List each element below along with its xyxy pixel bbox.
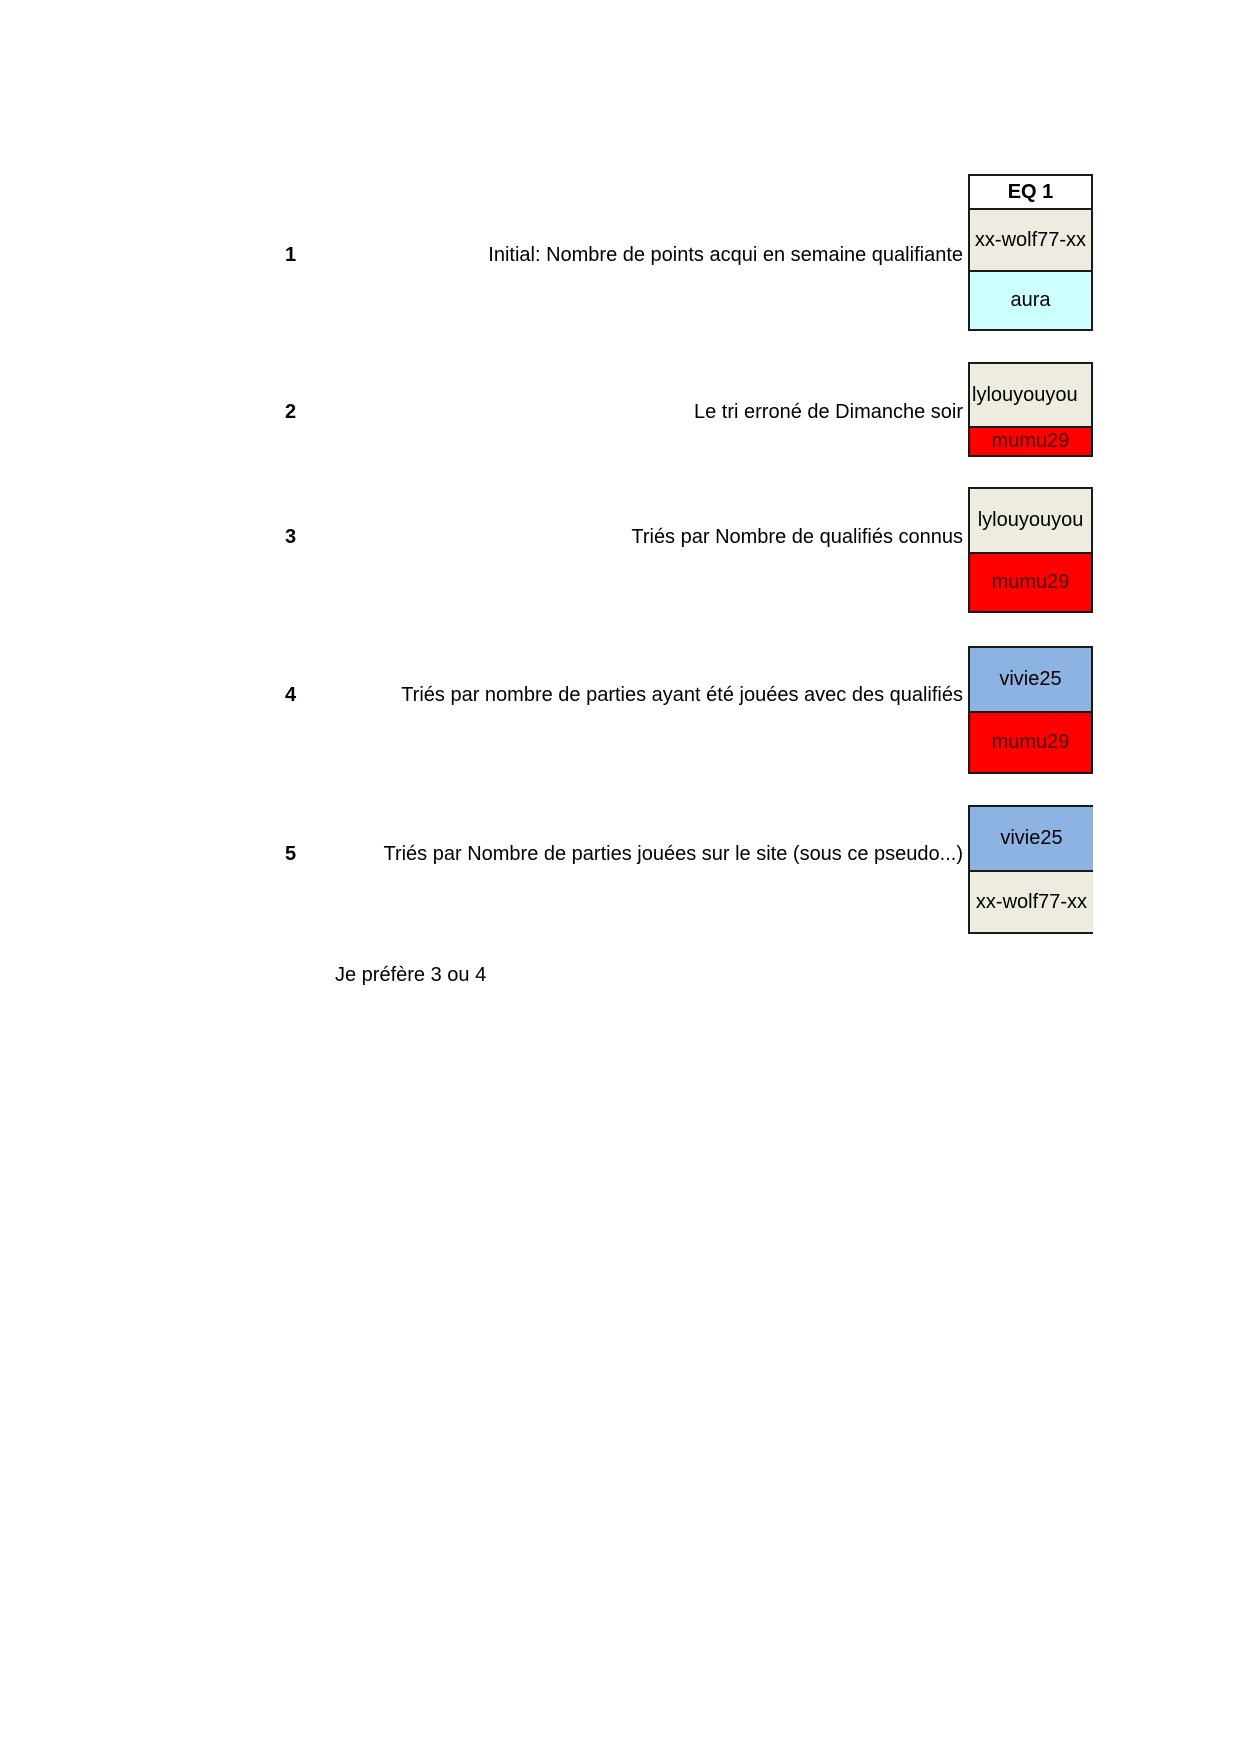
player-cell: aura (970, 270, 1091, 329)
team-block-1 (968, 174, 1093, 331)
row-number-3: 3 (285, 526, 297, 548)
player-cell: vivie25 (970, 807, 1093, 870)
player-cell: mumu29 (970, 552, 1091, 611)
team-block-4 (968, 646, 1093, 774)
player-cell: lylouyouyou (970, 364, 1091, 426)
player-cell: mumu29 (970, 426, 1091, 455)
player-cell: lylouyouyou (970, 489, 1091, 552)
row-label-5: Triés par Nombre de parties jouées sur le site (sous ce pseudo...) (383, 843, 963, 865)
team-block-5 (968, 805, 1093, 934)
row-label-3: Triés par Nombre de qualifiés connus (631, 526, 963, 548)
footer-note: Je préfère 3 ou 4 (335, 964, 487, 986)
team-header: EQ 1 (970, 176, 1091, 208)
player-cell: mumu29 (970, 711, 1091, 772)
team-block-2 (968, 362, 1093, 457)
row-label-2: Le tri erroné de Dimanche soir (693, 401, 963, 423)
player-cell: xx-wolf77-xx (970, 208, 1091, 270)
row-number-2: 2 (285, 401, 297, 423)
row-label-1: Initial: Nombre de points acqui en semaine qualifiante (488, 244, 963, 266)
row-number-4: 4 (285, 684, 297, 706)
player-cell: vivie25 (970, 648, 1091, 711)
row-number-1: 1 (285, 244, 297, 266)
row-number-5: 5 (285, 843, 297, 865)
row-label-4: Triés par nombre de parties ayant été jouées avec des qualifiés (401, 684, 963, 706)
team-block-3 (968, 487, 1093, 613)
player-cell: xx-wolf77-xx (970, 870, 1093, 932)
